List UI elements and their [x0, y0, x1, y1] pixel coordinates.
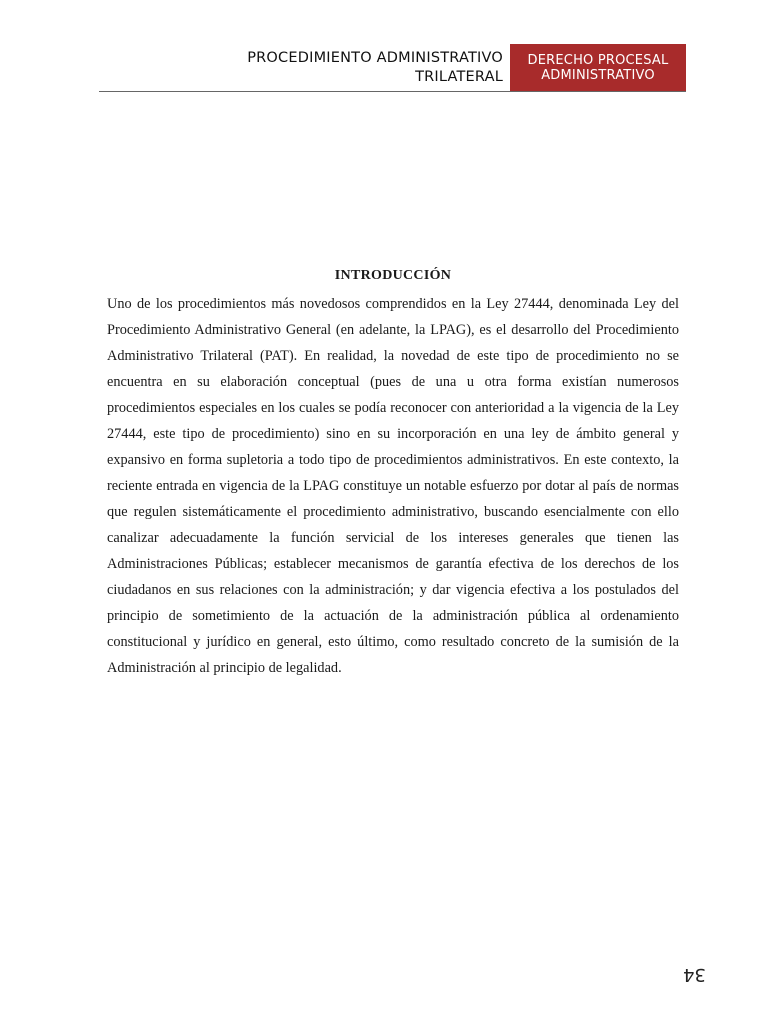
section-heading: INTRODUCCIÓN: [334, 268, 452, 283]
header-title-line1: PROCEDIMIENTO ADMINISTRATIVO: [247, 50, 503, 66]
header-title-line2: TRILATERAL: [415, 69, 503, 85]
header-title: [99, 49, 503, 87]
header-box-line1: DERECHO PROCESAL: [527, 52, 669, 68]
page-header: [99, 44, 686, 92]
body-paragraph: Uno de los procedimientos más novedosos comprendidos en la Ley 27444, denominada Ley del Procedimiento Administrativo General (en adelante, la LPAG), es el desarrollo del Procedimiento Administrativo Trilateral (PAT). En realidad, la novedad de este tipo de procedimiento no se encuentra en su elaboración conceptual (pues de una u otra forma existían numerosos procedimientos especiales en los cuales se podía reconocer con anterioridad a la vigencia de la Ley 27444, este tipo de procedimiento) sino en su incorporación en una ley de ámbito general y expansivo en forma supletoria a todo tipo de procedimientos administrativos. En este contexto, la reciente entrada en vigencia de la LPAG constituye un notable esfuerzo por dotar al país de normas que regulen sistemáticamente el procedimiento administrativo, buscando esencialmente con ello canalizar adecuadamente la función servicial de los intereses generales que tienen las Administraciones Públicas; establecer mecanismos de garantía efectiva de los derechos de los ciudadanos en sus relaciones con la administración; y dar vigencia efectiva a los postulados del principio de sometimiento de la actuación de la administración pública al ordenamiento constitucional y jurídico en general, esto último, como resultado concreto de la sumisión de la Administración al principio de legalidad.: [107, 296, 679, 676]
page-number: 34: [683, 964, 706, 985]
header-box-line2: ADMINISTRATIVO: [541, 68, 655, 83]
header-subject-box: [510, 44, 686, 92]
header-divider: [99, 91, 686, 92]
